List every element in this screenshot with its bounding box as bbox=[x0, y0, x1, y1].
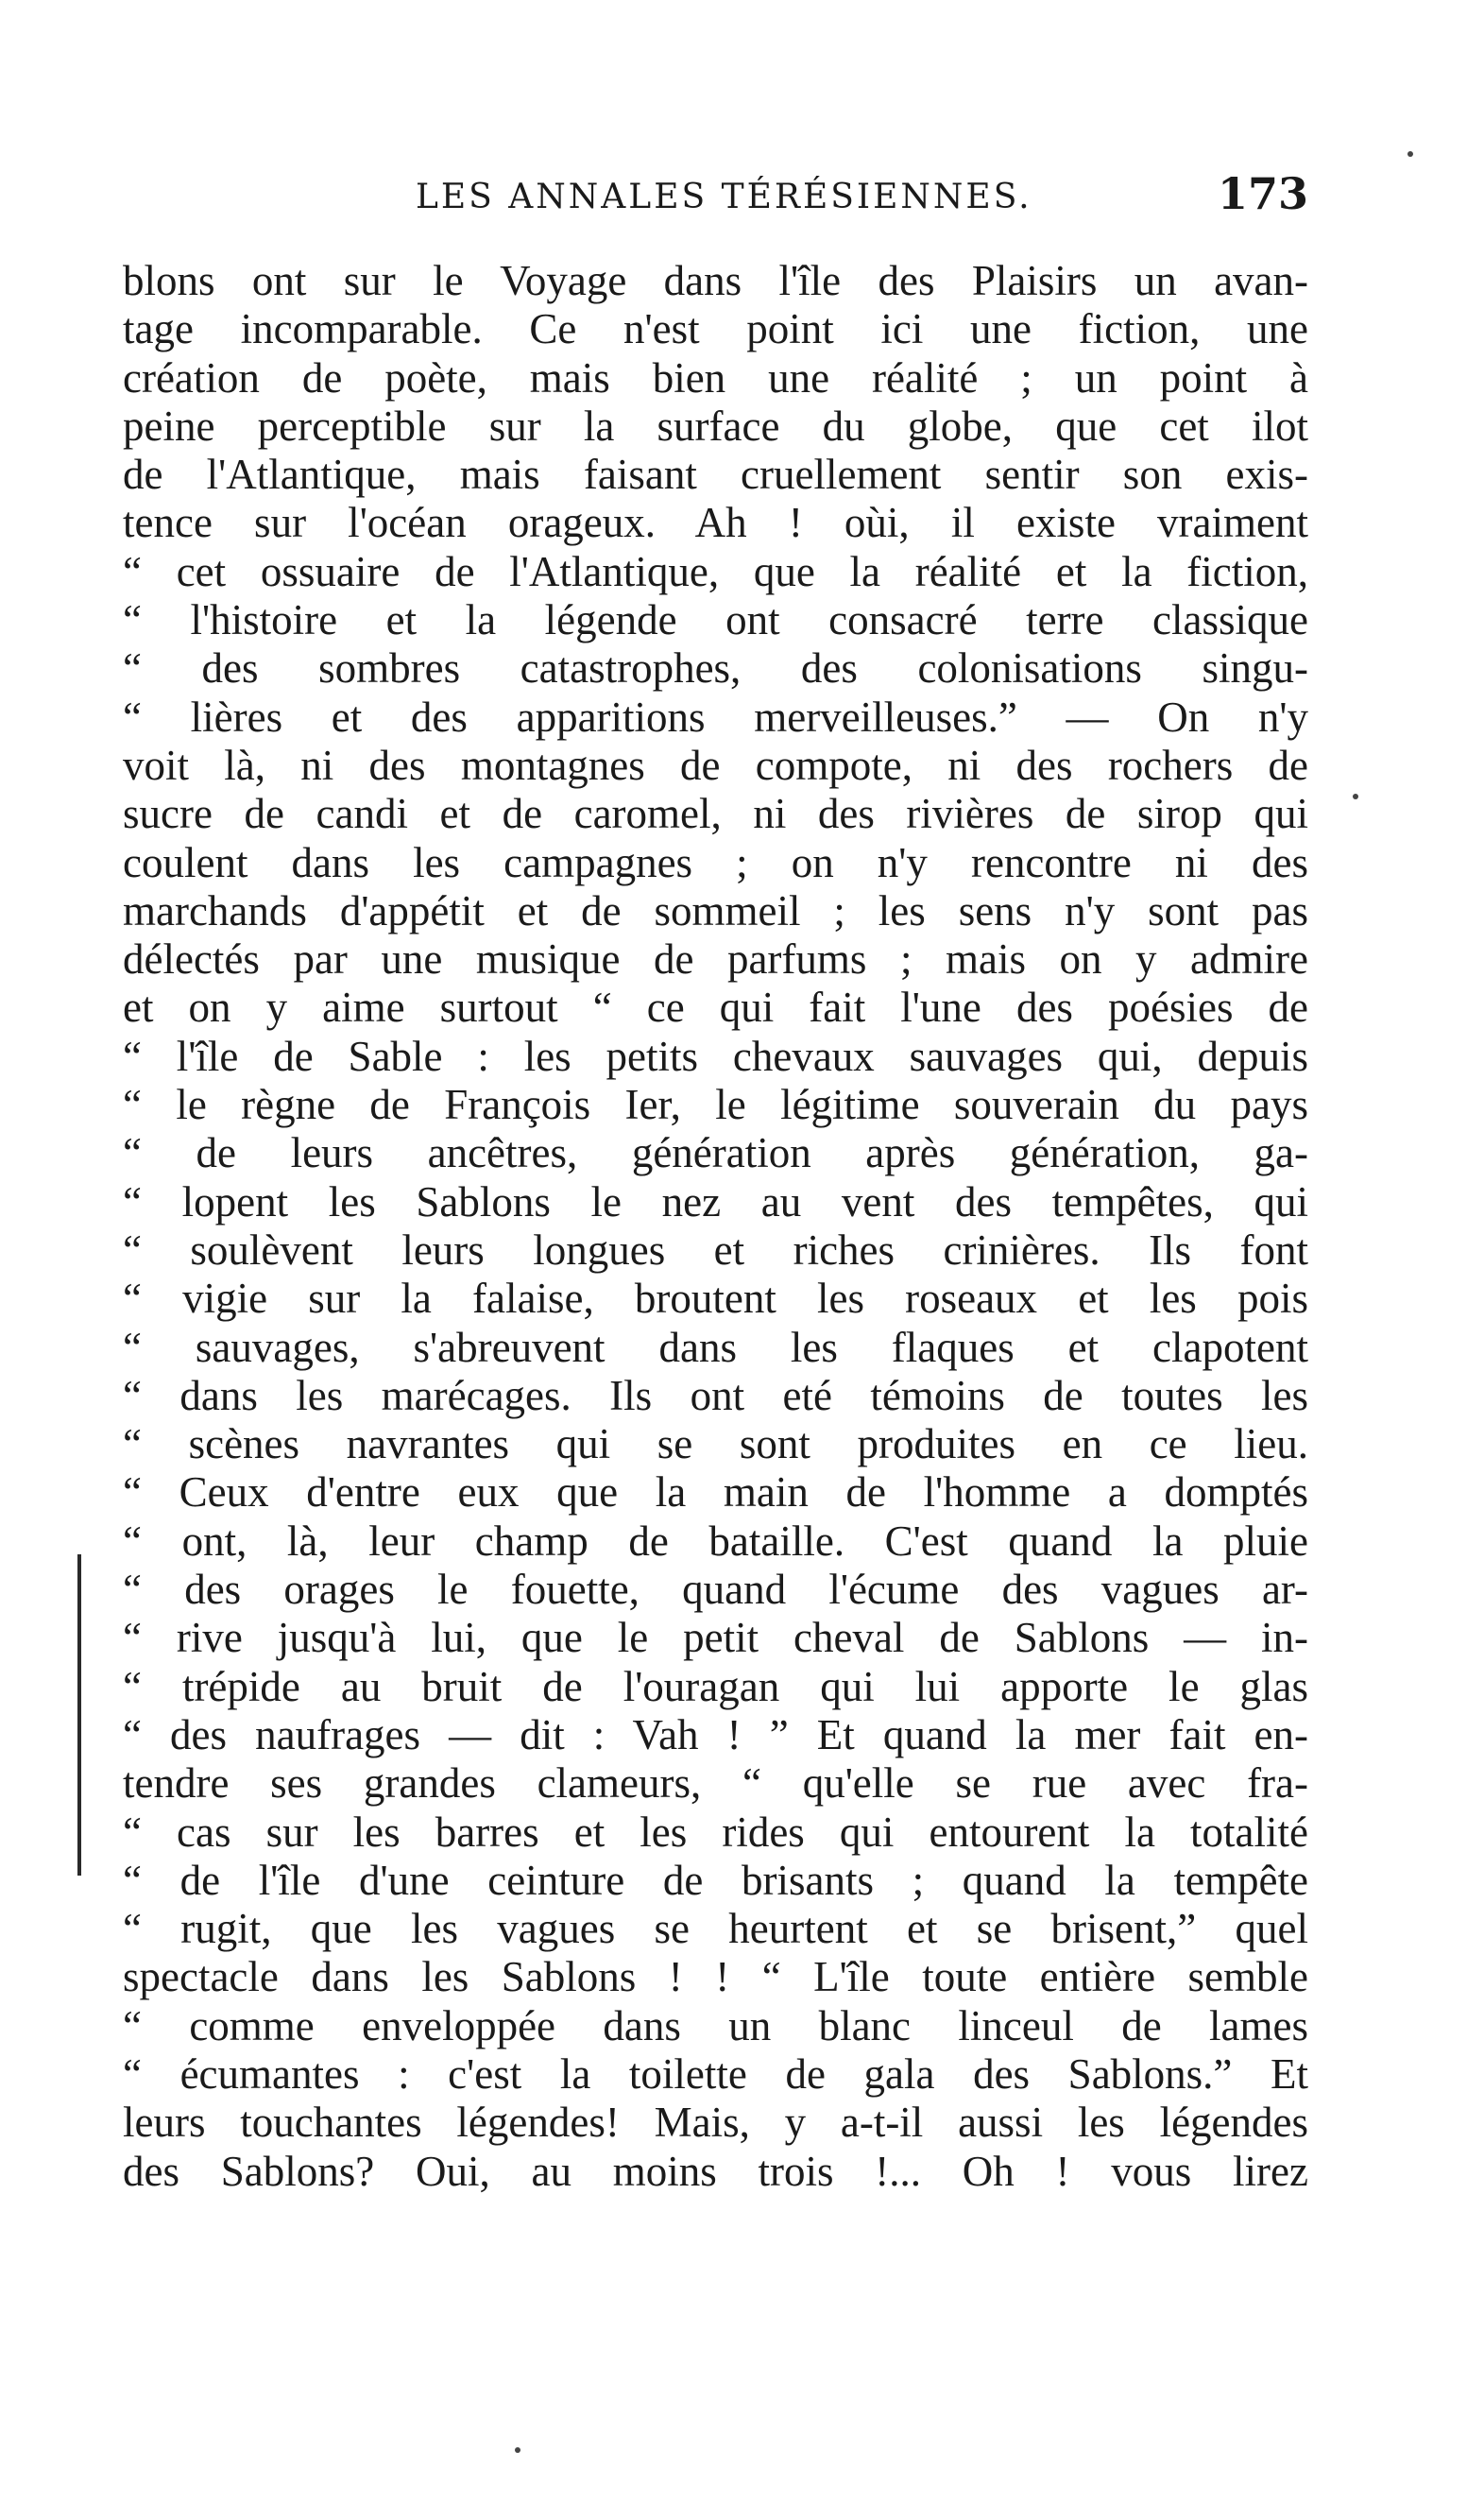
text-line: “ écumantes : c'est la toilette de gala des Sablons.” Et bbox=[123, 2049, 1308, 2098]
text-line: tendre ses grandes clameurs, “ qu'elle se rue avec fra- bbox=[123, 1759, 1308, 1808]
text-line: “ de l'île d'une ceinture de brisants ; quand la tempête bbox=[123, 1856, 1308, 1904]
text-line: “ des orages le fouette, quand l'écume des vagues ar- bbox=[123, 1566, 1308, 1614]
margin-bar bbox=[77, 1554, 81, 1876]
text-line: délectés par une musique de parfums ; mais on y admire bbox=[123, 935, 1308, 984]
page-header bbox=[123, 168, 1308, 234]
text-line: tage incomparable. Ce n'est point ici une fiction, une bbox=[123, 305, 1308, 353]
text-line: de l'Atlantique, mais faisant cruellement sentir son exis- bbox=[123, 451, 1308, 499]
text-line: “ des naufrages — dit : Vah ! ” Et quand la mer fait en- bbox=[123, 1710, 1308, 1758]
text-line: “ le règne de François Ier, le légitime souverain du pays bbox=[123, 1081, 1308, 1129]
text-line: “ dans les marécages. Ils ont eté témoins de toutes les bbox=[123, 1371, 1308, 1419]
text-line: “ ont, là, leur champ de bataille. C'est quand la pluie bbox=[123, 1517, 1308, 1565]
text-line: “ rugit, que les vagues se heurtent et se brisent,” quel bbox=[123, 1905, 1308, 1953]
text-line: “ sauvages, s'abreuvent dans les flaques et clapotent bbox=[123, 1323, 1308, 1371]
text-line: spectacle dans les Sablons ! ! “ L'île toute entière semble bbox=[123, 1953, 1308, 2001]
text-line: “ des sombres catastrophes, des colonisations singu- bbox=[123, 644, 1308, 693]
text-line: et on y aime surtout “ ce qui fait l'une des poésies de bbox=[123, 984, 1308, 1032]
text-line: “ soulèvent leurs longues et riches crinières. Ils font bbox=[123, 1226, 1308, 1274]
text-line: marchands d'appétit et de sommeil ; les sens n'y sont pas bbox=[123, 886, 1308, 934]
speck-dot bbox=[515, 2447, 520, 2453]
text-line: peine perceptible sur la surface du globe, que cet ilot bbox=[123, 402, 1308, 450]
body-text bbox=[123, 257, 1308, 2430]
text-line: blons ont sur le Voyage dans l'île des Plaisirs un avan- bbox=[123, 257, 1308, 304]
page-number: 173 bbox=[1217, 168, 1308, 219]
text-line: “ l'île de Sable : les petits chevaux sauvages qui, depuis bbox=[123, 1032, 1308, 1080]
text-line: création de poète, mais bien une réalité ; un point à bbox=[123, 353, 1308, 402]
text-line: “ cet ossuaire de l'Atlantique, que la réalité et la fiction, bbox=[123, 547, 1308, 595]
text-line: “ Ceux d'entre eux que la main de l'homme a domptés bbox=[123, 1468, 1308, 1517]
text-line: “ scènes navrantes qui se sont produites en ce lieu. bbox=[123, 1420, 1308, 1468]
speck-dot bbox=[1353, 794, 1358, 799]
text-line: “ cas sur les barres et les rides qui entourent la totalité bbox=[123, 1808, 1308, 1856]
text-line: “ lopent les Sablons le nez au vent des tempêtes, qui bbox=[123, 1177, 1308, 1226]
text-line: “ de leurs ancêtres, génération après génération, ga- bbox=[123, 1129, 1308, 1177]
text-line: “ rive jusqu'à lui, que le petit cheval de Sablons — in- bbox=[123, 1614, 1308, 1662]
text-line: sucre de candi et de caromel, ni des rivières de sirop qui bbox=[123, 790, 1308, 838]
text-line: des Sablons? Oui, au moins trois !... Oh ! vous lirez bbox=[123, 2147, 1308, 2195]
text-line: “ comme enveloppée dans un blanc linceul de lames bbox=[123, 2001, 1308, 2049]
text-line: tence sur l'océan orageux. Ah ! oùi, il existe vraiment bbox=[123, 499, 1308, 547]
text-line: leurs touchantes légendes! Mais, y a-t-il aussi les légendes bbox=[123, 2099, 1308, 2147]
text-line: “ trépide au bruit de l'ouragan qui lui apporte le glas bbox=[123, 1662, 1308, 1710]
text-line: “ l'histoire et la légende ont consacré terre classique bbox=[123, 596, 1308, 644]
text-line: “ vigie sur la falaise, broutent les roseaux et les pois bbox=[123, 1275, 1308, 1323]
text-line: voit là, ni des montagnes de compote, ni des rochers de bbox=[123, 741, 1308, 789]
speck-dot bbox=[1407, 151, 1413, 157]
text-line: “ lières et des apparitions merveilleuses.” — On n'y bbox=[123, 693, 1308, 741]
running-head: LES ANNALES TÉRÉSIENNES. bbox=[416, 178, 1032, 216]
text-line: coulent dans les campagnes ; on n'y rencontre ni des bbox=[123, 838, 1308, 886]
